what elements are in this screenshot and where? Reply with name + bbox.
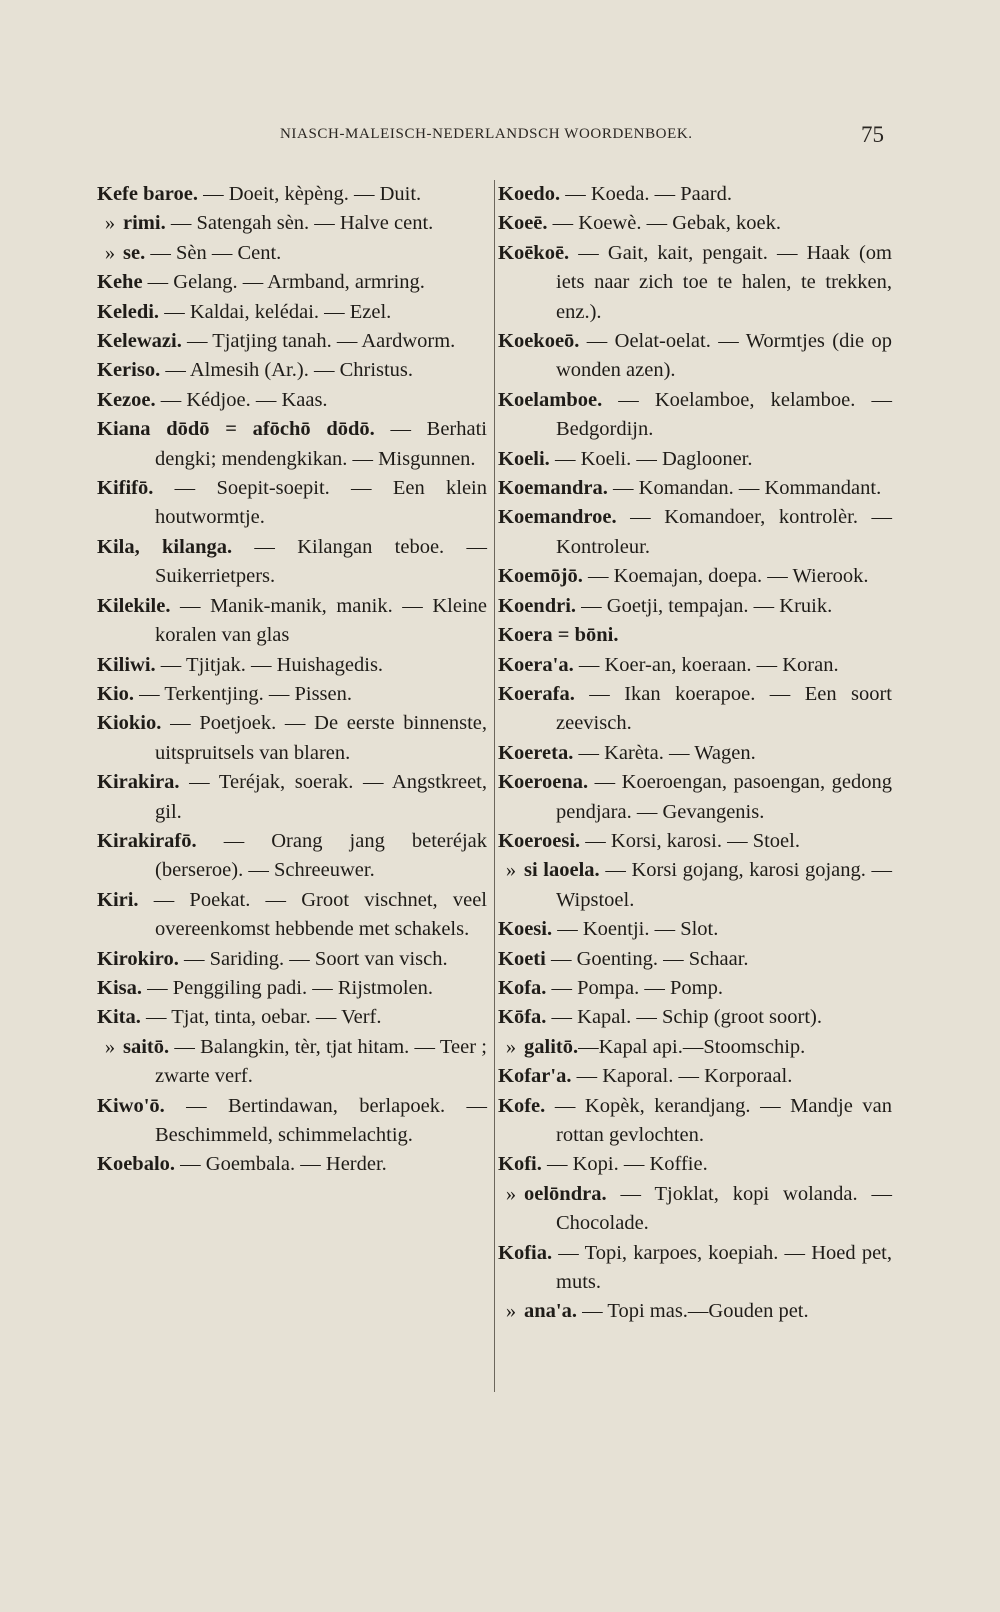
dictionary-entry — [498, 1180, 892, 1239]
dictionary-entry — [498, 856, 892, 915]
headword: Kilekile. — [97, 594, 171, 617]
dictionary-entry — [97, 268, 487, 297]
dictionary-entry — [498, 1062, 892, 1091]
headword: Koereta. — [498, 741, 574, 764]
dictionary-entry — [498, 562, 892, 591]
headword: Koemōjō. — [498, 565, 583, 588]
headword: Keriso. — [97, 359, 161, 382]
dictionary-entry — [498, 209, 892, 238]
running-title: NIASCH-MALEISCH-NEDERLANDSCH WOORDENBOEK. — [280, 126, 693, 142]
headword: ana'a. — [524, 1300, 577, 1323]
definition: — Sariding. — Soort van visch. — [178, 947, 448, 970]
headword: Koemandroe. — [498, 506, 617, 529]
definition: — Pompa. — Pomp. — [546, 976, 723, 999]
definition: — Kédjoe. — Kaas. — [155, 388, 328, 411]
definition: — Kapal. — Schip (groot soort). — [546, 1006, 822, 1029]
dictionary-entry — [498, 239, 892, 327]
headword: Koesi. — [498, 918, 553, 941]
headword: Kehe — [97, 271, 143, 294]
definition: — Kaldai, kelédai. — Ezel. — [159, 300, 392, 323]
definition: — Tjoklat, kopi wolanda. — Chocolade. — [556, 1182, 892, 1235]
headword: Kififō. — [97, 477, 154, 500]
dictionary-entry — [498, 1239, 892, 1298]
dictionary-entry — [97, 533, 487, 592]
definition: — Satengah sèn. — Halve cent. — [165, 212, 434, 235]
headword: Koēkoē. — [498, 241, 570, 264]
definition: — Terkentjing. — Pissen. — [134, 682, 353, 705]
headword: Koekoeō. — [498, 330, 580, 353]
dictionary-entry — [498, 915, 892, 944]
headword: Kirokiro. — [97, 947, 179, 970]
definition: — Orang jang beteréjak (berseroe). — Schreeuwer. — [155, 829, 487, 882]
headword: Koera = bōni. — [498, 624, 619, 647]
definition: — Balangkin, tèr, tjat hitam. — Teer ; zwarte verf. — [155, 1035, 487, 1088]
dictionary-entry — [97, 386, 487, 415]
headword: Kezoe. — [97, 388, 156, 411]
dictionary-entry — [97, 298, 487, 327]
headword: Koeti — [498, 947, 546, 970]
definition: — Almesih (Ar.). — Christus. — [160, 359, 414, 382]
column-divider — [494, 180, 495, 1392]
dictionary-entry — [97, 1150, 487, 1179]
headword: Kirakira. — [97, 771, 180, 794]
definition: — Penggiling padi. — Rijstmolen. — [142, 976, 433, 999]
definition: — Koer-an, koeraan. — Koran. — [573, 653, 839, 676]
continuation-mark: » — [505, 859, 517, 882]
definition: — Goenting. — Schaar. — [545, 947, 749, 970]
headword: si laoela. — [524, 859, 600, 882]
definition: — Berhati dengki; mendengkikan. — Misgunnen. — [155, 418, 487, 470]
definition: — Sèn — Cent. — [145, 241, 282, 264]
definition: — Topi, karpoes, koepiah. — Hoed pet, muts. — [552, 1241, 892, 1294]
headword: Kefe baroe. — [97, 183, 198, 205]
dictionary-entry — [498, 651, 892, 680]
dictionary-entry — [498, 1092, 892, 1151]
dictionary-entry — [97, 474, 487, 533]
headword: Kita. — [97, 1006, 141, 1029]
headword: Kiliwi. — [97, 653, 156, 676]
dictionary-entry — [498, 621, 892, 650]
headword: Koemandra. — [498, 477, 608, 500]
right-column — [498, 180, 892, 1327]
headword: Kofa. — [498, 976, 547, 999]
definition: — Kaporal. — Korporaal. — [571, 1065, 793, 1088]
definition: — Goetji, tempajan. — Kruik. — [576, 594, 833, 617]
dictionary-entry — [498, 1150, 892, 1179]
definition: — Teréjak, soerak. — Angstkreet, gil. — [155, 771, 487, 823]
dictionary-entry — [498, 739, 892, 768]
dictionary-entry — [97, 592, 487, 651]
dictionary-entry — [498, 445, 892, 474]
continuation-mark: » — [104, 212, 116, 235]
continuation-mark: » — [505, 1035, 517, 1058]
definition: — Koentji. — Slot. — [552, 918, 719, 941]
definition: — Manik-manik, manik. — Kleine koralen van glas — [155, 594, 487, 647]
dictionary-entry — [498, 180, 892, 209]
headword: Kiri. — [97, 888, 139, 911]
headword: Kirakirafō. — [97, 829, 197, 852]
definition: — Komandan. — Kommandant. — [607, 477, 882, 500]
headword: Kiwo'ō. — [97, 1094, 165, 1117]
headword: Koeroena. — [498, 771, 589, 794]
headword: Kila, kilanga. — [97, 535, 233, 558]
definition: — Kopèk, kerandjang. — Mandje van rottan gevlochten. — [545, 1094, 892, 1146]
definition: — Kilangan teboe. — Suikerrietpers. — [155, 535, 487, 588]
dictionary-entry — [97, 1003, 487, 1032]
definition: — Tjat, tinta, oebar. — Verf. — [140, 1006, 382, 1029]
definition: — Goembala. — Herder. — [175, 1153, 387, 1176]
definition: — Korsi, karosi. — Stoel. — [580, 829, 800, 852]
dictionary-entry — [498, 1003, 892, 1032]
definition: — Komandoer, kontrolèr. — Kontroleur. — [556, 506, 892, 558]
definition: — Ikan koerapoe. — Een soort zeevisch. — [556, 682, 892, 735]
dictionary-entry — [498, 768, 892, 827]
definition: — Koemajan, doepa. — Wierook. — [582, 565, 869, 588]
definition: — Poekat. — Groot vischnet, veel overeenkomst hebbende met schakels. — [138, 888, 487, 941]
headword: Kio. — [97, 682, 135, 705]
headword: Kofe. — [498, 1094, 546, 1117]
headword: Koera'a. — [498, 653, 574, 676]
continuation-mark: » — [505, 1300, 517, 1323]
definition: — Kopi. — Koffie. — [541, 1153, 708, 1176]
dictionary-entry — [97, 180, 487, 209]
dictionary-entry — [97, 974, 487, 1003]
definition: — Topi mas.—Gouden pet. — [576, 1300, 809, 1323]
headword: Koeli. — [498, 447, 550, 470]
headword: Kelewazi. — [97, 330, 182, 353]
dictionary-entry — [498, 680, 892, 739]
definition: — Tjitjak. — Huishagedis. — [155, 653, 384, 676]
dictionary-entry — [498, 1033, 892, 1062]
headword: Kofia. — [498, 1241, 553, 1264]
continuation-mark: » — [104, 1035, 116, 1058]
headword: galitō. — [524, 1035, 579, 1058]
headword: saitō. — [123, 1035, 170, 1058]
headword: Kōfa. — [498, 1006, 547, 1029]
headword: Kiokio. — [97, 712, 162, 735]
headword: Koelamboe. — [498, 388, 603, 411]
headword: Koerafa. — [498, 682, 575, 705]
definition: — Soepit-soepit. — Een klein houtwormtje. — [153, 477, 487, 529]
dictionary-entry — [97, 415, 487, 474]
page-number: 75 — [861, 122, 884, 147]
dictionary-entry — [97, 209, 487, 238]
definition: — Gelang. — Armband, armring. — [142, 271, 425, 294]
dictionary-entry — [498, 327, 892, 386]
definition: —Kapal api.—Stoomschip. — [578, 1035, 806, 1058]
dictionary-entry — [498, 592, 892, 621]
headword: oelōndra. — [524, 1182, 607, 1205]
dictionary-entry — [97, 651, 487, 680]
headword: Keledi. — [97, 300, 160, 323]
dictionary-entry — [97, 709, 487, 768]
dictionary-entry — [97, 827, 487, 886]
dictionary-entry — [97, 1092, 487, 1151]
definition: — Karèta. — Wagen. — [573, 741, 756, 764]
headword: se. — [123, 241, 146, 264]
definition: — Koeda. — Paard. — [560, 183, 733, 205]
dictionary-entry — [97, 239, 487, 268]
dictionary-entry — [498, 474, 892, 503]
definition: — Koeroengan, pasoengan, gedong pendjara. — Gevangenis. — [556, 771, 892, 823]
headword: Kofar'a. — [498, 1065, 572, 1088]
dictionary-entry — [97, 945, 487, 974]
dictionary-entry — [498, 1297, 892, 1326]
definition: — Bertindawan, berlapoek. — Beschimmeld, schimmelachtig. — [155, 1094, 487, 1146]
headword: Kofi. — [498, 1153, 542, 1176]
definition: — Oelat-oelat. — Wormtjes (die op wonden azen). — [556, 330, 892, 382]
dictionary-entry — [498, 386, 892, 445]
definition: — Gait, kait, pengait. — Haak (om iets naar zich toe te halen, te trekken, enz.). — [556, 241, 892, 323]
dictionary-entry — [97, 768, 487, 827]
continuation-mark: » — [505, 1182, 517, 1205]
continuation-mark: » — [104, 241, 116, 264]
definition: — Poetjoek. — De eerste binnenste, uitspruitsels van blaren. — [155, 712, 487, 764]
dictionary-entry — [498, 827, 892, 856]
definition: — Tjatjing tanah. — Aardworm. — [181, 330, 456, 353]
dictionary-entry — [97, 886, 487, 945]
dictionary-entry — [97, 356, 487, 385]
dictionary-entry — [498, 974, 892, 1003]
headword: Koendri. — [498, 594, 577, 617]
headword: Kiana dōdō = afōchō dōdō. — [97, 418, 375, 441]
headword: Koebalo. — [97, 1153, 176, 1176]
dictionary-entry — [97, 1033, 487, 1092]
definition: — Doeit, kèpèng. — Duit. — [197, 183, 422, 205]
headword: Koedo. — [498, 183, 561, 205]
dictionary-entry — [97, 680, 487, 709]
dictionary-entry — [498, 945, 892, 974]
left-column — [97, 180, 487, 1180]
headword: Kisa. — [97, 976, 142, 999]
headword: Koeroesi. — [498, 829, 581, 852]
headword: Koeē. — [498, 212, 548, 235]
dictionary-entry — [498, 503, 892, 562]
definition: — Koelamboe, kelamboe. — Bedgordijn. — [556, 388, 892, 441]
headword: rimi. — [123, 212, 166, 235]
definition: — Koeli. — Daglooner. — [549, 447, 753, 470]
definition: — Koewè. — Gebak, koek. — [547, 212, 781, 235]
dictionary-entry — [97, 327, 487, 356]
definition: — Korsi gojang, karosi gojang. — Wipstoel. — [556, 859, 892, 911]
page-header — [280, 122, 884, 152]
